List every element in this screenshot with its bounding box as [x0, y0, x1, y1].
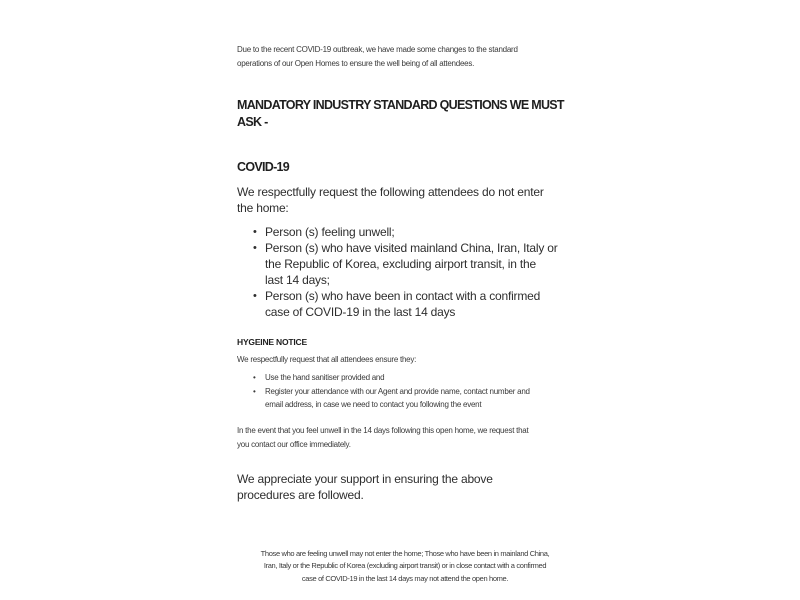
- mandatory-questions-heading: [237, 97, 573, 131]
- paragraph-line: you contact our office immediately.: [237, 439, 351, 449]
- closing-paragraph: [237, 471, 573, 503]
- document-content: [237, 43, 573, 585]
- heading-line: ASK -: [237, 115, 268, 129]
- list-item: [237, 385, 573, 412]
- hygiene-bullet-list: [237, 371, 573, 412]
- intro-line: Due to the recent COVID-19 outbreak, we have made some changes to the standard: [237, 45, 518, 54]
- list-item: [237, 288, 573, 320]
- paragraph-line: We respectfully request the following attendees do not enter: [237, 185, 544, 199]
- bullet-line: email address, in case we need to contact you following the event: [265, 400, 482, 409]
- intro-paragraph: [237, 43, 573, 70]
- list-item: [237, 224, 573, 240]
- bullet-line: the Republic of Korea, excluding airport transit, in the: [265, 257, 536, 271]
- paragraph-line: the home:: [237, 201, 289, 215]
- covid-19-heading: COVID-19: [237, 160, 290, 174]
- bullet-line: • Person (s) who have been in contact with a confirmed: [265, 289, 541, 303]
- bullet-line: case of COVID-19 in the last 14 days: [265, 305, 456, 319]
- footer-disclaimer: [237, 548, 573, 586]
- hygiene-intro-paragraph: [237, 353, 573, 367]
- bullet-line: • Use the hand sanitiser provided and: [265, 373, 385, 382]
- covid-intro-paragraph: [237, 184, 573, 216]
- bullet-line: last 14 days;: [265, 273, 330, 287]
- covid-bullet-list: [237, 224, 573, 320]
- bullet-line: • Person (s) who have visited mainland China, Iran, Italy or: [265, 241, 558, 255]
- bullet-line: • Register your attendance with our Agent and provide name, contact number and: [265, 386, 530, 396]
- paragraph-line: We respectfully request that all attendees ensure they:: [237, 355, 417, 364]
- unwell-notice-paragraph: [237, 424, 573, 451]
- heading-line: MANDATORY INDUSTRY STANDARD QUESTIONS WE MUST: [237, 98, 564, 112]
- paragraph-line: In the event that you feel unwell in the 14 days following this open home, we request that: [237, 426, 529, 435]
- list-item: [237, 371, 573, 385]
- hygiene-notice-heading: HYGEINE NOTICE: [237, 337, 307, 347]
- footer-line: Those who are feeling unwell may not enter the home; Those who have been in mainland China,: [260, 548, 550, 558]
- footer-line: case of COVID-19 in the last 14 days may not attend the open home.: [301, 573, 509, 583]
- list-item: [237, 240, 573, 288]
- paragraph-line: We appreciate your support in ensuring the above: [237, 471, 493, 486]
- footer-line: Iran, Italy or the Republic of Korea (excluding airport transit) or in close contact with a confirmed: [263, 561, 547, 570]
- bullet-line: • Person (s) feeling unwell;: [265, 225, 395, 239]
- intro-line: operations of our Open Homes to ensure the well being of all attendees.: [237, 58, 475, 68]
- paragraph-line: procedures are followed.: [237, 487, 364, 502]
